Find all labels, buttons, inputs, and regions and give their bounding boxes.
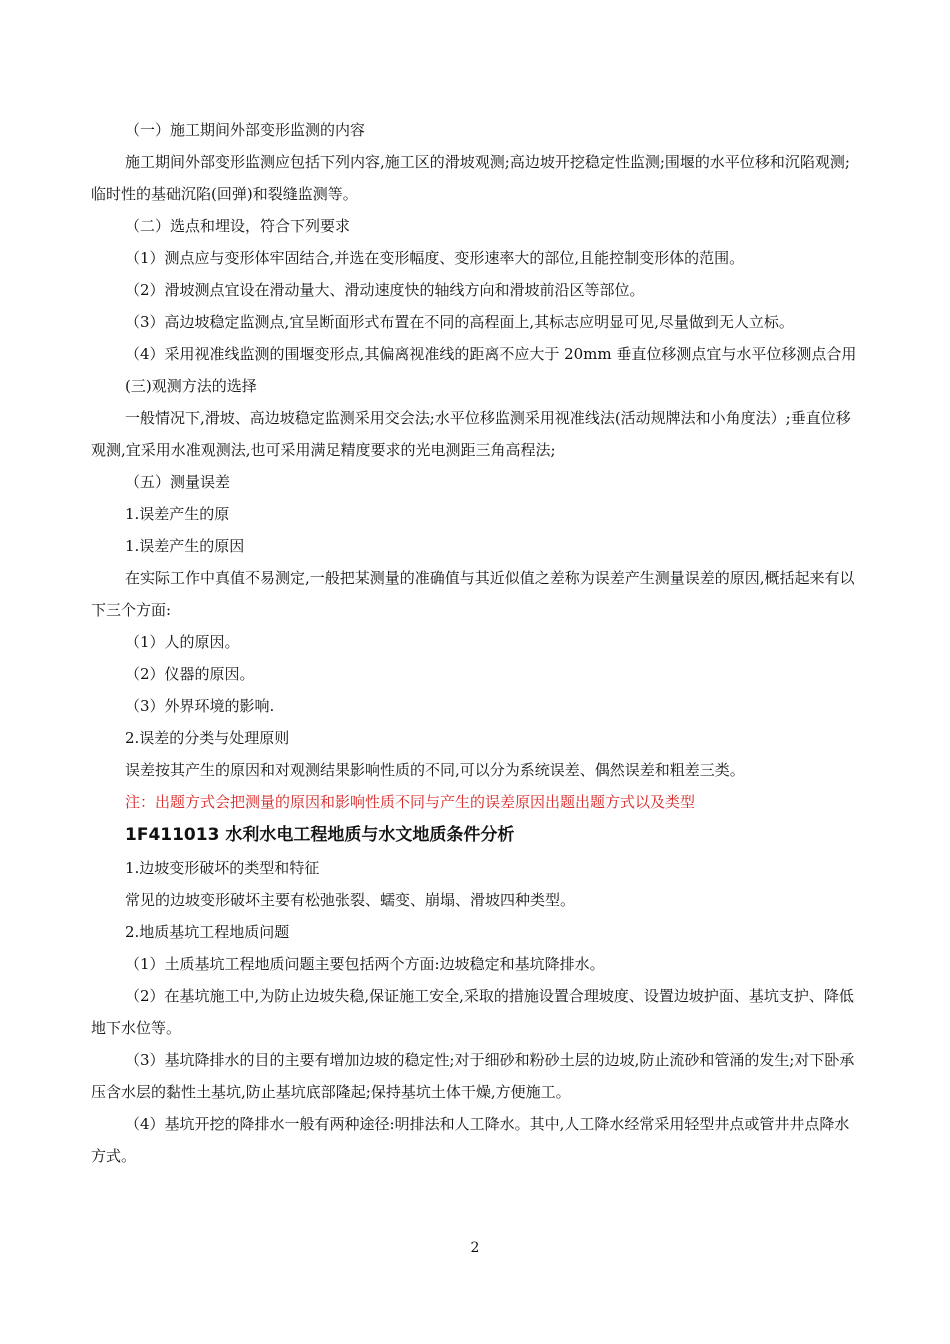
paragraph-error-cause: 在实际工作中真值不易测定,一般把某测量的准确值与其近似值之差称为误差产生测量误差的原因,概括起来有以下三个方面:: [91, 569, 855, 619]
list-item-pit-issue-1: （1）土质基坑工程地质问题主要包括两个方面:边坡稳定和基坑降排水。: [125, 955, 605, 973]
list-item-instrument-cause: （2）仪器的原因。: [125, 665, 255, 683]
subheading-slope-deformation: 1.边坡变形破坏的类型和特征: [125, 859, 320, 877]
list-item-1: （1）测点应与变形体牢固结合,并选在变形幅度、变形速率大的部位,且能控制变形体的范围。: [125, 249, 745, 267]
section-heading-observation-method: (三)观测方法的选择: [125, 377, 257, 395]
paragraph-error-classification: 误差按其产生的原因和对观测结果影响性质的不同,可以分为系统误差、偶然误差和粗差三类。: [125, 761, 745, 779]
list-item-2: （2）滑坡测点宜设在滑动量大、滑动速度快的轴线方向和滑坡前沿区等部位。: [125, 281, 645, 299]
list-item-pit-issue-4: （4）基坑开挖的降排水一般有两种途径:明排法和人工降水。其中,人工降水经常采用轻型井点或管井井点降水方式。: [91, 1115, 850, 1165]
paragraph-observation-method: 一般情况下,滑坡、高边坡稳定监测采用交会法;水平位移监测采用视准线法(活动规牌法和小角度法）;垂直位移观测,宜采用水准观测法,也可采用满足精度要求的光电测距三角高程法;: [91, 409, 851, 459]
subheading-error-cause: 1.误差产生的原因: [125, 537, 245, 555]
paragraph-monitoring-content: 施工期间外部变形监测应包括下列内容,施工区的滑坡观测;高边坡开挖稳定性监测;围堰的水平位移和沉陷观测;临时性的基础沉陷(回弹)和裂缝监测等。: [91, 153, 850, 203]
list-item-environment-cause: （3）外界环境的影响.: [125, 697, 275, 715]
page-number: 2: [470, 1240, 480, 1256]
subheading-error-cause-partial: 1.误差产生的原: [125, 505, 230, 523]
subheading-foundation-pit: 2.地质基坑工程地质问题: [125, 923, 290, 941]
section-heading-measurement-error: （五）测量误差: [125, 473, 231, 491]
paragraph-slope-deformation-types: 常见的边坡变形破坏主要有松弛张裂、蠕变、崩塌、滑坡四种类型。: [125, 891, 576, 909]
section-title-geology: 1F411013 水利水电工程地质与水文地质条件分析: [125, 825, 515, 845]
list-item-human-cause: （1）人的原因。: [125, 633, 240, 651]
list-item-pit-issue-3: （3）基坑降排水的目的主要有增加边坡的稳定性;对于细砂和粉砂土层的边坡,防止流砂和管涌的发生;对下卧承压含水层的黏性土基坑,防止基坑底部隆起;保持基坑土体干燥,方便施工。: [91, 1051, 855, 1101]
note-text: 注：出题方式会把测量的原因和影响性质不同与产生的误差原因出题出题方式以及类型: [125, 793, 696, 811]
section-heading-point-selection: （二）选点和埋设，符合下列要求: [125, 217, 351, 235]
document-body: [91, 114, 863, 1172]
section-heading-external-deformation: （一）施工期间外部变形监测的内容: [125, 121, 366, 139]
subheading-error-classification: 2.误差的分类与处理原则: [125, 729, 290, 747]
list-item-3: （3）高边坡稳定监测点,宜呈断面形式布置在不同的高程面上,其标志应明显可见,尽量做到无人立标。: [125, 313, 794, 331]
list-item-pit-issue-2: （2）在基坑施工中,为防止边坡失稳,保证施工安全,采取的措施设置合理坡度、设置边坡护面、基坑支护、降低地下水位等。: [91, 987, 854, 1037]
list-item-4: （4）采用视准线监测的围堰变形点,其偏离视准线的距离不应大于 20mm 垂直位移测点宜与水平位移测点合用: [125, 345, 857, 363]
